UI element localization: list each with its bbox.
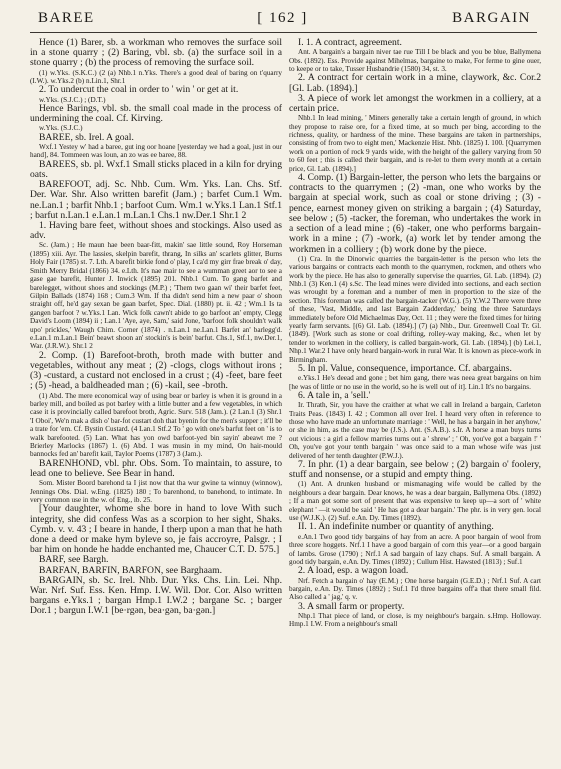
entry-paragraph: Ir. Thrath, Sir, you have the craither at what we call in Ireland a bargain, Carleton Traits Peas. (1843) I. 42 ; Common all over Irel. I heard very often in reference to those who have made an unfortunate marriage : ' Well, he has a bargain in her anyhow,' or she in him, as the case may be (J.S.). Ant. (S.A.B.). s.Ir. A horse a man buys turns out vicious : a girl a fellow marries turns out a ' shrew' ; ' Oh, you've got a bargain !' ' Oh, you've got your tenth bargain ' was once said to a man whose wife was just delivered of her tenth daughter (P.W.J.). bbox=[289, 401, 541, 460]
entry-paragraph: Som. Mister Boord barehond ta I jist now that tha wur gwine ta winnuy (winnow), Jennings Obs. Dial. w.Eng. (1825) 180 ; To barenhond, to banehond, to intimate. In very common use in the w. of Eng., ib. 25. bbox=[30, 479, 282, 505]
entry-paragraph: (1) w.Yks. (S.K.C.) (2 (a) Nhb.1 n.Yks. There's a good deal of baring on t'quarry (I.W.). w.Yks.2 (b) n.Lin.1, Shr.1 bbox=[30, 68, 282, 86]
entry-paragraph: w.Yks. (S.J.C.) bbox=[39, 124, 83, 133]
entry-paragraph: e.An.1 Two good tidy bargains of hay from an acre. A poor bargain of wool from three score hoggets. Nrf.1 I have a good bargain of corn this year—or a good bargain of lambs. Grose (1790) ; Nrf.1 A sad bargain of lazy chaps. Suf. A small bargain. A good tidy bargain, e.An. Dy. Times (1892) ; Cullum Hist. Hawsted (1813) ; Suf.1 bbox=[289, 532, 541, 566]
entry-paragraph: 2. A load, esp. a wagon load. bbox=[298, 565, 409, 577]
entry-paragraph: BARGAIN, sb. Sc. Irel. Nhb. Dur. Yks. Chs. Lin. Lei. Nhp. War. Nrf. Suf. Ess. Ken. Hmp. I.W. Wil. Dor. Cor. Also written bargans e.Yks.1 ; bargan Hmp.1 I.W.2 ; bargane Sc. ; barger Dor.1 ; bargun I.W.1 [be·rgən, bea·gən, ba·gən.] bbox=[30, 574, 282, 617]
entry-paragraph: BAREE, sb. Irel. A goal. bbox=[39, 131, 134, 143]
entry-paragraph: 1. Having bare feet, without shoes and stockings. Also used as adv. bbox=[30, 220, 282, 242]
entry-paragraph: 7. In phr. (1) a dear bargain, see below ; (2) bargain o' foolery, stuff and nonsense, or a stupid and empty thing. bbox=[289, 459, 541, 481]
entry-paragraph: Nrf. Fetch a bargain o' hay (E.M.) ; One horse bargain (G.E.D.) ; Nrf.1 Suf. A cart bargain, e.An. Dy. Times (1892) ; Suf.1 I'd three bargains off'a that there small fild. Also called a ' jag,' q. v. bbox=[289, 576, 541, 602]
entry-paragraph: 3. A piece of work let amongst the workmen in a colliery, at a certain price. bbox=[289, 92, 541, 115]
entry-paragraph: e.Yks.1 He's deead and gone ; bet him gang, there was neea great bargains on him [he was of little or no use in the world, so he is well out of it]. Lin.1 It's no bargains. bbox=[289, 374, 541, 391]
entry-paragraph: w.Yks. (S.J.C.) ; (D.T.) bbox=[39, 95, 106, 104]
entry-paragraph: [Your daughter, whome she bore in hand to love With such integrity, she did confess Was as a scorpion to her sight, Shaks. Cymb. v. v. 43 ; I beare in hande, I therp upon a man that he hath done a deed or make hym byleve so, je fais accroyre, Palsgr. ; I bar him on honde he hadde enchanted me, Chaucer C.T. D. 575.] bbox=[30, 503, 282, 556]
entry-paragraph: BARFAN, BARFIN, BARFON, see Barghaam. bbox=[39, 564, 222, 576]
left-column bbox=[30, 38, 282, 764]
entry-paragraph: Nhp.1 That piece of land, or close, is my neighbour's bargain. s.Hmp. Holloway. Hmp.1 I.W. From a neighbour's small bbox=[289, 611, 541, 629]
entry-paragraph: Hence (1) Barer, sb. a workman who removes the surface soil in a stone quarry ; (2) Baring, vbl. sb. (a) the surface soil in a stone quarry ; (b) the process of removing the surface soil. bbox=[30, 38, 282, 69]
entry-paragraph: BARF, see Bargh. bbox=[39, 554, 109, 566]
entry-paragraph: (1) Cra. In the Dinorwic quarries the bargain-letter is the person who lets the various bargains or contracts each month to the quarrymen, rockmen, and others who work by the piece. He has also to generally supervise the quarries, Gl. Lab. (1894). (2) Nhb.1 (3) Ken.1 (4) s.Sc. The lead mines were divided into sections, and each section was wrought by a foreman and a number of men in proportion to the size of the section. This foreman was called the bargain-tacker (W.G.). (5) Y.W.2 There were three of these, 'Vast, Middle, and last Bargain Zadderday,' being the three Saturdays immediately before Old Michaelmas Day, Oct. 11 ; they were the fixed times for hiring yearly farm servants. [(6) Gl. Lab. (1894).] (7) (a) Nhb., Dur. Greenwell Coal Tr. Gl. (1849). [Work such as stone or coal drifting, rolley-way making, &c., when let by tender to workmen in the colliery, is called bargain-work, Gl. Lab. (1894).] (b) Lei.1, Nhp.1 War.2 I have only heard bargain-work in rural War. It is known as piece-work in Birmingham. bbox=[289, 254, 541, 364]
entry-paragraph: Sc. (Jam.) ; He maun hae been baar-fitt, makin' sae little sound, Roy Horseman (1895) xiii. Ayr. The lassies, skelpin barefit, thrang, In silks an' scarlets glitter, Burns Holy Fair (1785) st. 7. Lth. A barefit birkie fond o' play, I ca'd my girr frae break o' day, Smith Merry Bridal (1866) 34. e.Lth. It's nae mair to see a wumman greet aor to see a gase gae barefit, Hunter J. Inwick (1895) 201. Nhb.1 Cum. To gang barfet and barelegget, without shoes and stockings (M.P.) ; 'Them two gaan wi' their barfet feet, Gilpin Ballads (1874) 168 ; Cum.3 Wm. If tha didn't send him a new paar o' shoon straight off, he'd gay sexan be gaan barfet, Spec. Dial. (1880) pt. ii. 42 ; Wm.1 Is ta gangen barfoot ? w.Yks.1 Lan. Wick folk cawn't abide to go barfoot an' empty, Clegg David's Loom (1894) ii ; Lan.1 'Aye, aye, Sam,' said Jone, 'barfoot folk shouldn't walk upo' prickles,' Waugh Chim. Corner (1874) . n.Lan.1 ne.Lan.1 Barfet an' barlegg'd. e.Lan.1 m.Lan.1 Bein' beawt shoon an' stockin's is bein' barfut. Chs.1, Stf.1, nw.Der.1, War. (J.R.W.). Shr.1 2 bbox=[30, 241, 282, 351]
entry-paragraph: BAREFOOT, adj. Sc. Nhb. Cum. Wm. Yks. Lan. Chs. Stf. Der. War. Shr. Also written barefit (Jam.) ; barfet Cum.1 Wm. ne.Lan.1 ; barfit Nhb.1 ; barfoot Cum. Wm.1 w.Yks.1 Lan.1 Stf.1 ; barfut n.Lan.1 e.Lan.1 m.Lan.1 Chs.1 nw.Der.1 Shr.1 2 bbox=[30, 179, 282, 221]
entry-paragraph: II. 1. An indefinite number or quantity of anything. bbox=[298, 521, 494, 533]
entry-paragraph: 2. A contract for certain work in a mine, claywork, &c. Cor.2 [Gl. Lab. (1894).] bbox=[289, 72, 541, 94]
entry-paragraph: 5. In pl. Value, consequence, importance. Cf. abargains. bbox=[298, 362, 512, 374]
entry-paragraph: 2. Comp. (1) Barefoot-broth, broth made with butter and vegetables, without any meat ; (2) -clogs, clogs without irons ; (3) -custard, a custard not enclosed in a crust ; (4) -feet, bare feet ; (5) -head, a baldheaded man ; (6) -kail, see -broth. bbox=[30, 349, 282, 392]
entry-paragraph: Ant. A bargain's a bargain niver tae rue Till I be black and you be blue, Ballymena Obs. (1892). Ess. Provide against Mihelmas, bargaine to make, For ferme to gine ouer, to keepe or to take, Tusser Husbandrie (1580) 34, st. 3. bbox=[289, 48, 541, 74]
entry-paragraph: Hence Barings, vbl. sb. the small coal made in the process of undermining the coal. Cf. Kirving. bbox=[30, 103, 282, 125]
entry-paragraph: (1) Ant. A drunken husband or mismanaging wife would be called by the neighbours a dear bargain. Dear knows, he was a dear bargain, Ballymena Obs. (1892) ; If a man got some sort of present that was expensive to keep up—a sort of ' white elephant ' —it would be said ' He has got a dear bargain.' The phr. is in very gen. local use (W.J.K.). (2) Suf. e.An. Dy. Times (1892). bbox=[289, 480, 541, 523]
header-rule bbox=[30, 32, 537, 33]
entry-paragraph: BARENHOND, vbl. phr. Obs. Som. To maintain, to assure, to lead one to believe. See Bear in hand. bbox=[30, 457, 282, 480]
page-number: [ 162 ] bbox=[257, 10, 308, 26]
entry-paragraph: Nhb.1 In lead mining, ' Miners generally take a certain length of ground, in which they propose to raise ore, for a fixed time, at so much per bing, according to the richness, quality, or hardness of the mine. These bargains are taken in partnerships, consisting of from two to eight men,' Mackenzie Hist. Nhb. (1825) I. 100. [Quarrymen work on a portion of rock 9 yards wide, with the height of the gallery varying from 50 to 60 feet ; this is called their bargain, and is re-let to them every month at a certain price, Gl. Lab. (1894).] bbox=[289, 114, 541, 173]
entry-paragraph: Wxf.1 Yestey w' had a baree, gut ing oor hoane [yesterday we had a goal, just in our hand], 84. Tommeen was loun, an zo was ee baree, 88. bbox=[30, 143, 282, 160]
entry-paragraph: BAREES, sb. pl. Wxf.1 Small sticks placed in a kiln for drying oats. bbox=[30, 158, 282, 181]
entry-paragraph: I. 1. A contract, agreement. bbox=[298, 38, 402, 48]
running-header bbox=[28, 8, 537, 32]
header-right-word: BARGAIN bbox=[452, 10, 531, 26]
entry-paragraph: 2. To undercut the coal in order to ' win ' or get at it. bbox=[39, 84, 239, 96]
entry-paragraph: 6. A tale in, a 'sell.' bbox=[298, 390, 371, 401]
entry-paragraph: 4. Comp. (1) Bargain-letter, the person who lets the bargains or contracts to the quarrymen ; (2) -man, one who works by the bargain at special work, such as coal or stone driving ; (3) -pence, earnest money given on striking a bargain ; (4) Saturday, see below ; (5) -tacker, the foreman, who undertakes the work in a section of a lead mine ; (6) -taker, one who performs bargain-work in a mine ; (7) -work, (a) work let by tender among the workmen in a colliery ; (b) work done by the piece. bbox=[289, 172, 541, 255]
header-left-word: BAREE bbox=[38, 10, 95, 26]
entry-paragraph: 3. A small farm or property. bbox=[298, 600, 405, 612]
right-column bbox=[289, 38, 541, 764]
entry-paragraph: (1) Abd. The mere economical way of using bear or barley is when it is ground in a barley mill, and boiled as pot barley with a little butter and a few vegetables, in which case it is provincially called barefoot broth, Agric. Surv. 518 (Jam.). (2 Lan.1 (3) Shr.1 'I Oboi', We'n mak a dish o' bar-fot custart doh that byenin for the men's supper ; it'll be a trate for 'em. Cf. Bystin Custard. (4 Lan.1 Stf.2 To ' go with one's barfut feet on ' is to walk barefooted. (5) Lan. What has yon owd barfoot-yed bin sayin' abeawt me ? Brierley Marlocks (1867) 1. (6) Abd. I was musin in my mind, On hair-mould bannocks fed an' barefit kail, Taylor Poems (1787) 3 (Jam.). bbox=[30, 391, 282, 459]
